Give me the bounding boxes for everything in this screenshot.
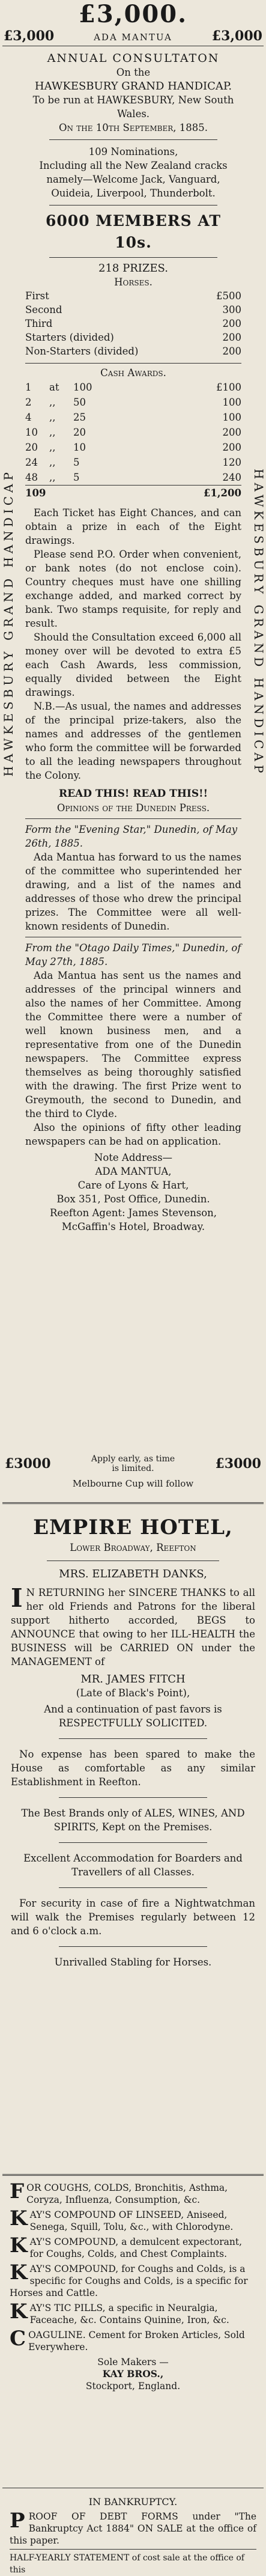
product-item: FOR COUGHS, COLDS, Bronchitis, Asthma, Coryza, Influenza, Consumption, &c. bbox=[10, 2179, 228, 2205]
footer-amount-left: £3000 bbox=[5, 1456, 51, 1472]
makers-name: KAY BROS., bbox=[102, 2368, 164, 2380]
product-item: KAY'S COMPOUND, for Coughs and Colds, is a specific for Coughs and Colds, is a specific for Horses and Cattle. bbox=[10, 2261, 248, 2298]
quote2-extra: Also the opinions of fifty other leading newspapers can be had on application. bbox=[25, 1122, 241, 1147]
quote1-text: Ada Mantua has forward to us the names of the committee who superintended her drawing, and a list of the names and addresses of those who drew the principal prizes. The Committee were all well-known residents of Dunedin. bbox=[25, 851, 241, 932]
note-label: Note Address— bbox=[94, 1152, 173, 1163]
product-item: KAY'S COMPOUND, a demulcent expectorant, for Coughs, Colds, and Chest Complaints. bbox=[10, 2233, 243, 2259]
makers-label: Sole Makers — bbox=[97, 2357, 169, 2367]
hotel-title: EMPIRE HOTEL, bbox=[33, 1515, 233, 1539]
manager-name: MR. JAMES FITCH bbox=[80, 1673, 186, 1685]
cash-table bbox=[25, 380, 241, 501]
prize-row: Second 300 bbox=[25, 304, 241, 315]
address-line: Box 351, Post Office, Dunedin. bbox=[56, 1193, 210, 1205]
body-paragraph: N.B.—As usual, the names and addresses of the principal prize-takers, also the names and addresses of the gentlemen who form the committee will be forwarded to all the leading newspapers throughout the Colony. bbox=[25, 701, 241, 781]
accommodation-text: Excellent Accommodation for Boarders and Travellers of all Classes. bbox=[23, 1853, 243, 1878]
expense-text: No expense has been spared to make the House as comfortable as any similar Establishment in Reefton. bbox=[11, 1749, 255, 1788]
cash-row: 4 ,, 25 100 bbox=[25, 412, 241, 423]
address-name: ADA MANTUA, bbox=[95, 1166, 172, 1177]
intro-heading: ANNUAL CONSULTATON bbox=[47, 52, 220, 65]
body-paragraph: Each Ticket has Eight Chances, and can obtain a prize in each of the Eight drawings. bbox=[25, 507, 241, 546]
footer-amount-right: £3000 bbox=[215, 1456, 261, 1472]
prize-row: Non-Starters (divided) 200 bbox=[25, 346, 241, 357]
read-this-banner: READ THIS! READ THIS!! bbox=[58, 788, 208, 800]
consultation-column bbox=[25, 48, 241, 1234]
opinions-label: Opinions of the Dunedin Press. bbox=[56, 802, 210, 814]
kays-compound-advertisement bbox=[0, 2178, 266, 2494]
prize-row: First £500 bbox=[25, 290, 241, 302]
product-item: KAY'S COMPOUND OF LINSEED, Aniseed, Senega, Squill, Tolu, &c., with Chlorodyne. bbox=[10, 2206, 234, 2232]
proprietor-name: MRS. ELIZABETH DANKS, bbox=[59, 1568, 207, 1580]
side-label-right: HAWKESBURY GRAND HANDICAP bbox=[252, 469, 266, 777]
header-row bbox=[0, 29, 266, 44]
nightwatch-text: For security in case of fire a Nightwatchman will walk the Premises regularly between 12 and 6 o'clock a.m. bbox=[11, 1898, 255, 1937]
stabling-text: Unrivalled Stabling for Horses. bbox=[54, 1956, 212, 1968]
product-item: COAGULINE. Cement for Broken Articles, Sold Everywhere. bbox=[10, 2327, 245, 2352]
body-paragraph: Please send P.O. Order when convenient, or bank notes (do not enclose coin). Country cheques must have one shilling exchange added, and marked correct by bank. Two stamps requisite, for reply and result. bbox=[25, 549, 241, 629]
quote2-source: From the "Otago Daily Times," Dunedin, of May 27th, 1885. bbox=[25, 942, 241, 967]
intro-line: HAWKESBURY GRAND HANDICAP. bbox=[34, 80, 232, 93]
right-amount: £3,000 bbox=[211, 28, 262, 44]
prize-row: Starters (divided) 200 bbox=[25, 332, 241, 343]
melbourne-note: Melbourne Cup will follow bbox=[72, 1478, 194, 1489]
product-item: KAY'S TIC PILLS, a specific in Neuralgia, Faceache, &c. Contains Quinine, Iron, &c. bbox=[10, 2300, 229, 2325]
bankruptcy-heading: IN BANKRUPTCY. bbox=[88, 2496, 178, 2507]
prize-row: Third 200 bbox=[25, 318, 241, 329]
statement-text: HALF-YEARLY STATEMENT of cost sale at the office of this bbox=[10, 2553, 244, 2575]
ada-mantua-header: ADA MANTUA bbox=[94, 32, 172, 43]
manager-note: (Late of Black's Point), bbox=[76, 1687, 190, 1699]
footer-row bbox=[5, 1454, 261, 1473]
intro-line: On the 10th September, 1885. bbox=[59, 122, 208, 133]
continuation-text: And a continuation of past favors is RESPECTFULLY SOLICITED. bbox=[44, 1704, 222, 1729]
bankruptcy-advertisement bbox=[0, 2494, 266, 2575]
empire-hotel-advertisement bbox=[0, 1514, 266, 2172]
cash-row: 2 ,, 50 100 bbox=[25, 397, 241, 408]
cash-row: 24 ,, 5 120 bbox=[25, 457, 241, 468]
cash-row: 20 ,, 10 200 bbox=[25, 442, 241, 453]
announcement: I N RETURNING her SINCERE THANKS to all her old Friends and Patrons for the liberal support hitherto accorded, BEGS to ANNOUNCE that owing to her ILL-HEALTH the BUSINESS will be CARRIED ON under the MANAGEMENT of bbox=[11, 1583, 255, 1667]
intro-line: On the bbox=[116, 67, 151, 78]
makers-place: Stockport, England. bbox=[85, 2381, 181, 2392]
prize-table bbox=[25, 289, 241, 358]
footer-apply: Apply early, as time is limited. bbox=[91, 1454, 175, 1473]
left-amount: £3,000 bbox=[4, 28, 55, 44]
members-banner: 6000 MEMBERS AT 10s. bbox=[45, 212, 222, 251]
dropcap: I bbox=[11, 1583, 23, 1613]
bankruptcy-text: PROOF OF DEBT FORMS under "The Bankruptcy Act 1884" ON SALE at the office of this paper. bbox=[10, 2509, 256, 2546]
quote1-source: Form the "Evening Star," Dunedin, of May 26th, 1885. bbox=[25, 824, 238, 849]
prizes-heading: 218 PRIZES. bbox=[98, 262, 168, 275]
address-line: Reefton Agent: James Stevenson, McGaffin's Hotel, Broadway. bbox=[49, 1207, 217, 1232]
hotel-subtitle: Lower Broadway, Reefton bbox=[70, 1542, 196, 1553]
divider bbox=[2, 2174, 264, 2176]
cash-row: 1 at 100 £100 bbox=[25, 382, 241, 393]
divider bbox=[2, 1502, 264, 1504]
cash-row: 48 ,, 5 240 bbox=[25, 472, 241, 483]
nominations-line: Including all the New Zealand cracks bbox=[39, 160, 228, 171]
cash-total-row: 109 £1,200 bbox=[25, 485, 241, 501]
cash-heading: Cash Awards. bbox=[100, 367, 166, 379]
nominations-line: 109 Nominations, bbox=[88, 146, 178, 157]
address-line: Care of Lyons & Hart, bbox=[77, 1180, 189, 1191]
cash-row: 10 ,, 20 200 bbox=[25, 427, 241, 438]
header-amount: £3,000. bbox=[78, 0, 187, 28]
quote2-text: Ada Mantua has sent us the names and addresses of the principal winners and also the names of her Committee. Among the Committee there were a number of well known business men, and a representative from one of the Dunedin newspapers. The Committee express themselves as being thoroughly satisfied with the drawing. The first Prize went to Greymouth, the second to Dunedin, and the third to Clyde. bbox=[25, 970, 241, 1119]
intro-line: To be run at HAWKESBURY, New South Wales. bbox=[32, 94, 234, 120]
horses-label: Horses. bbox=[114, 276, 153, 288]
brands-text: The Best Brands only of ALES, WINES, AND SPIRITS, Kept on the Premises. bbox=[21, 1807, 245, 1833]
nominations-line: namely—Welcome Jack, Vanguard, Ouideia, Liverpool, Thunderbolt. bbox=[46, 174, 220, 199]
body-paragraph: Should the Consultation exceed 6,000 all money over will be devoted to extra £5 each Cash Awards, less commission, equally divided between the Eight drawings. bbox=[25, 632, 241, 698]
side-label-left: HAWKESBURY GRAND HANDICAP bbox=[1, 469, 16, 777]
